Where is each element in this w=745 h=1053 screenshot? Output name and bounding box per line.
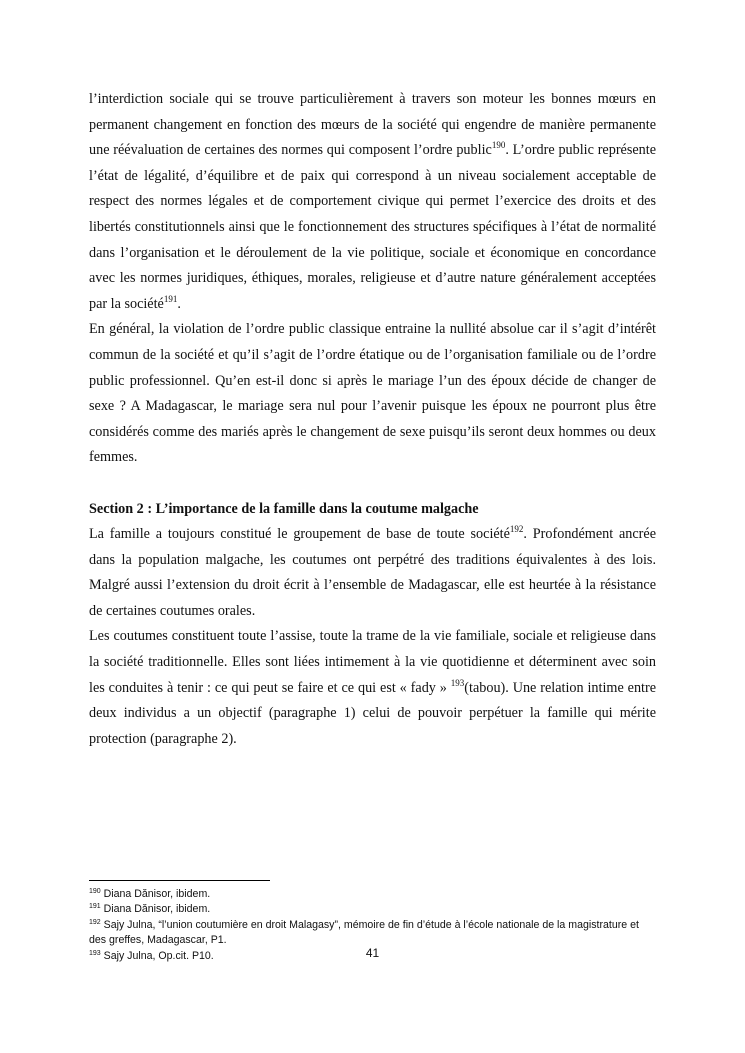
footnote-191: $^{191}$ Diana Dănisor, ibidem. — [89, 903, 211, 916]
page-number: 41 — [365, 946, 380, 960]
body-text — [89, 87, 656, 752]
paragraph-ordre-public: l’interdiction sociale qui se trouve particulièrement à travers son moteur les bonnes mœurs en permanent changement en fonction des mœurs de la société qui engendre de manière permanente une réévaluation de certaines des normes qui composent l’ordre public$^{190}$. L’ordre public représente l’état de légalité, d’équilibre et de paix qui correspond à un niveau socialement acceptable de respect des normes légales et de comportement civique qui permet l’exercice des droits et des libertés constitutionnels ainsi que le fonctionnement des structures spécifiques à l’état de normalité dans l’organisation et le déroulement de la vie politique, sociale et économique en concordance avec les normes juridiques, éthiques, morales, religieuse et d’autre nature généralement acceptées par la société$^{191}$. — [89, 91, 656, 312]
paragraph-violation: En général, la violation de l’ordre public classique entraine la nullité absolue car il s’agit d’intérêt commun de la société et qu’il s’agit de l’ordre étatique ou de l’organisation familiale ou de l’ordre public professionnel. Qu’en est-il donc si après le mariage l’un des époux décide de changer de sexe ? A Madagascar, le mariage sera nul pour l’avenir puisque les époux ne pourront plus être considérés comme des mariés après le changement de sexe puisqu’ils seront deux hommes ou deux femmes. — [89, 321, 656, 466]
footnote-ref-192: 192 — [509, 524, 524, 535]
footnote-separator — [89, 880, 270, 881]
footnote-ref-191: 191 — [163, 293, 178, 304]
footnote-ref-193: 193 — [450, 677, 465, 688]
footnote-ref-190: 190 — [491, 140, 506, 151]
footnote-192: $^{192}$ Sajy Julna, “l’union coutumière en droit Malagasy”, mémoire de fin d’étude à l’école nationale de la magistrature et des greffes, Madagascar, P1. — [89, 918, 639, 947]
paragraph-famille: La famille a toujours constitué le groupement de base de toute société$^{192}$. Profondément ancrée dans la population malgache, les coutumes ont perpétré des traditions équivalentes à des lois. Malgré aussi l’extension du droit écrit à l’ensemble de Madagascar, elle est heurtée à la résistance de certaines coutumes orales. — [89, 524, 656, 619]
footnote-193: $^{193}$ Sajy Julna, Op.cit. P10. — [89, 949, 214, 962]
paragraph-coutumes: Les coutumes constituent toute l’assise, toute la trame de la vie familiale, sociale et religieuse dans la société traditionnelle. Elles sont liées intimement à la vie quotidienne et déterminent avec soin les conduites à tenir : ce qui peut se faire et ce qui est « fady » $^{193}$(tabou). Une relation intime entre deux individus a un objectif (paragraphe 1) celui de pouvoir perpétuer la famille qui mérite protection (paragraphe 2). — [89, 628, 656, 747]
section-heading: Section 2 : L’importance de la famille dans la coutume malgache — [89, 500, 479, 517]
footnote-190: $^{190}$ Diana Dănisor, ibidem. — [89, 888, 211, 900]
